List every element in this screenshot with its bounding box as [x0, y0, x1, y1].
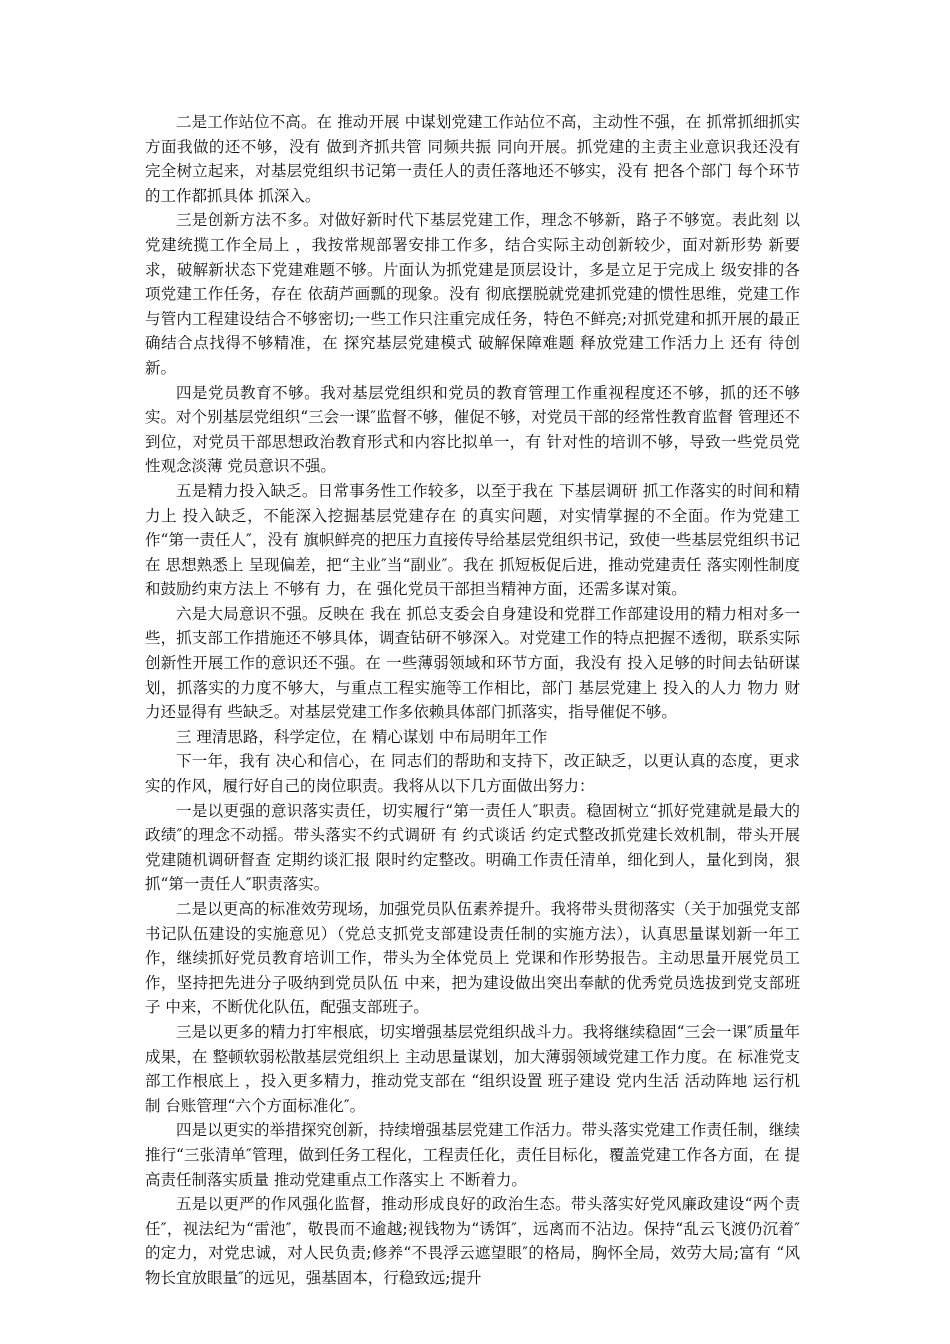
paragraph-plan-3: 三是以更多的精力打牢根底，切实增强基层党组织战斗力。我将继续稳固“三会一课″质量年成果，在 整顿软弱松散基层党组织上 主动思量谋划，加大薄弱领域党建工作力度。在 标准党支部工作根底上 ，投入更多精力，推动党支部在 “组织设置 班子建设 党内生活 活动阵地 运行机制 台账管理“六个方面标准化″。	[145, 1022, 800, 1115]
paragraph-plan-1: 一是以更强的意识落实责任，切实履行“第一责任人″职责。稳固树立“抓好党建就是最大的政绩″的理念不动摇。带头落实不约式调研 有 约式谈话 约定式整改抓党建长效机制，带头开展党建随机调研督查 定期约谈汇报 限时约定整改。明确工作责任清单，细化到人，量化到岗，狠抓“第一责任人″职责落实。	[145, 801, 800, 894]
paragraph-next-year: 下一年，我有 决心和信心，在 同志们的帮助和支持下，改正缺乏，以更认真的态度，更求实的作风，履行好自己的岗位职责。我将从以下几方面做出努力：	[145, 752, 800, 796]
section-heading-3: 三 理清思路，科学定位，在 精心谋划 中布局明年工作	[176, 727, 548, 746]
paragraph-4-education: 四是党员教育不够。我对基层党组织和党员的教育管理工作重视程度还不够，抓的还不够实。对个别基层党组织“三会一课″监督不够，催促不够，对党员干部的经常性教育监督 管理还不到位，对党员干部思想政治教育形式和内容比拟单一，有 针对性的培训不够，导致一些党员党性观念淡薄 党员意识不强。	[145, 383, 800, 476]
paragraph-plan-5: 五是以更严的作风强化监督，推动形成良好的政治生态。带头落实好党风廉政建设“两个责任″，视法纪为“雷池″，敬畏而不逾越;视钱物为“诱饵″，远离而不沾边。保持“乱云飞渡仍沉着″的定力，对党忠诚，对人民负责;修养“不畏浮云遮望眼″的格局，胸怀全局，效劳大局;富有 “风物长宜放眼量″的远见，强基固本，行稳致远;提升	[145, 1195, 800, 1287]
paragraph-plan-4: 四是以更实的举措探究创新，持续增强基层党建工作活力。带头落实党建工作责任制，继续推行“三张清单″管理，做到任务工程化，工程责任化，责任目标化，覆盖党建工作各方面，在 提高责任制落实质量 推动党建重点工作落实上 不断着力。	[145, 1121, 800, 1189]
paragraph-5-energy: 五是精力投入缺乏。日常事务性工作较多，以至于我在 下基层调研 抓工作落实的时间和精力上 投入缺乏，不能深入挖掘基层党建存在 的真实问题，对实情掌握的不全面。作为党建工作“第一责任人″，没有 旗帜鲜亮的把压力直接传导给基层党组织书记，致使一些基层党组织书记在 思想熟悉上 呈现偏差，把“主业″当“副业″。我在 抓短板促后进，推动党建责任 落实刚性制度和鼓励约束方法上 不够有 力，在 强化党员干部担当精神方面，还需多谋对策。	[145, 481, 800, 599]
paragraph-3-innovation: 三是创新方法不多。对做好新时代下基层党建工作，理念不够新，路子不够宽。表此刻 以党建统揽工作全局上 ，我按常规部署安排工作多，结合实际主动创新较少，面对新形势 新要求，破解新状态下党建难题不够。片面认为抓党建是顶层设计，多是立足于完成上 级安排的各项党建工作任务，存在 依葫芦画瓢的现象。没有 彻底摆脱就党建抓党建的惯性思维，党建工作与管内工程建设结合不够密切;一些工作只注重完成任务，特色不鲜亮;对抓党建和抓开展的最正确结合点找得不够精准，在 探究基层党建模式 破解保障难题 释放党建工作活力上 还有 待创新。	[145, 211, 800, 377]
document-body	[145, 110, 800, 1291]
paragraph-plan-2: 二是以更高的标准效劳现场，加强党员队伍素养提升。我将带头贯彻落实（关于加强党支部书记队伍建设的实施意见）（党总支抓党支部建设责任制的实施方法），认真思量谋划新一年工作，继续抓好党员教育培训工作，带头为全体党员上 党课和作形势报告。主动思量开展党员工作，坚持把先进分子吸纳到党员队伍 中来，把为建设做出突出奉献的优秀党员选拔到党支部班子 中来，不断优化队伍，配强支部班子。	[145, 900, 800, 1017]
paragraph-2-positioning: 二是工作站位不高。在 推动开展 中谋划党建工作站位不高，主动性不强，在 抓常抓细抓实方面我做的还不够，没有 做到齐抓共管 同频共振 同向开展。抓党建的主责主业意识我还没有 完全树立起来，对基层党组织书记第一责任人的责任落地还不够实，没有 把各个部门 每个环节的工作都抓具体 抓深入。	[145, 113, 800, 205]
paragraph-6-overall: 六是大局意识不强。反映在 我在 抓总支委会自身建设和党群工作部建设用的精力相对多一些，抓支部工作措施还不够具体，调查钻研不够深入。对党建工作的特点把握不透彻，联系实际创新性开展工作的意识还不强。在 一些薄弱领域和环节方面，我没有 投入足够的时间去钻研谋划，抓落实的力度不够大，与重点工程实施等工作相比，部门 基层党建上 投入的人力 物力 财力还显得有 些缺乏。对基层党建工作多依赖具体部门抓落实，指导催促不够。	[145, 604, 800, 722]
